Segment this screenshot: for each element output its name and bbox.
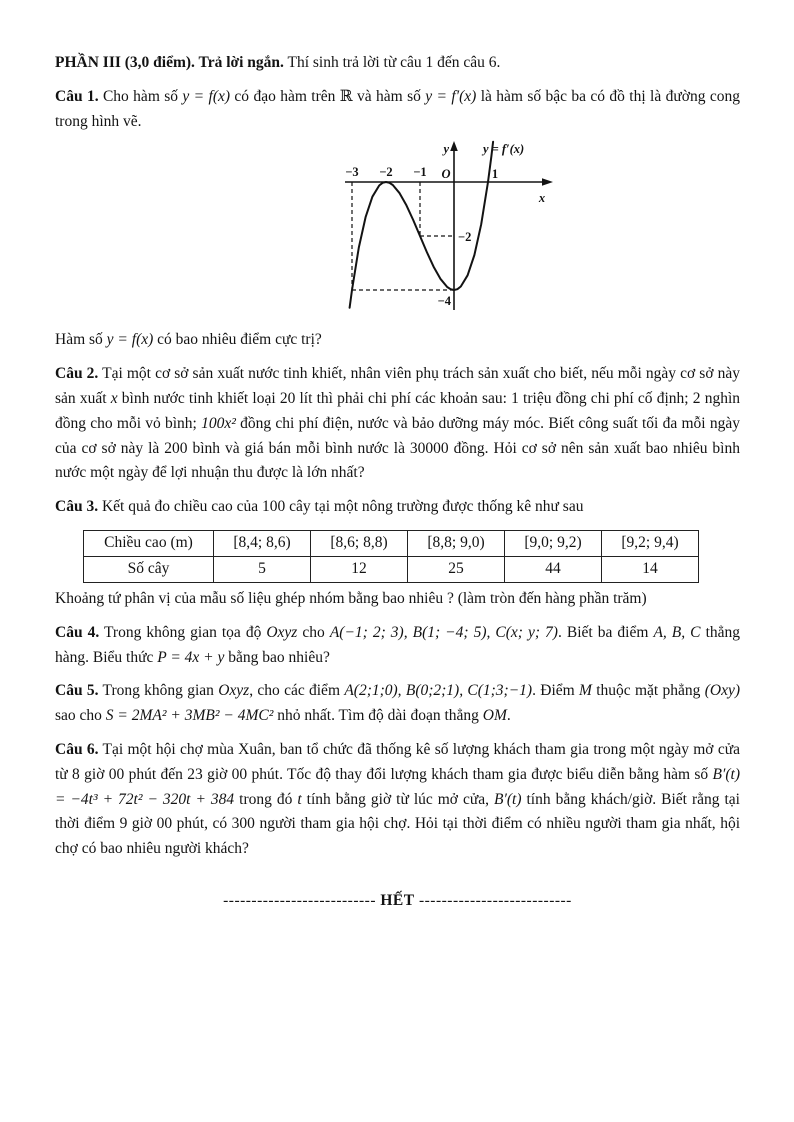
text-run: Trong không gian tọa độ	[99, 623, 267, 641]
question-4-text	[55, 624, 740, 666]
question-1-followup	[55, 328, 740, 353]
text-run: thuộc mặt phẳng	[591, 682, 705, 700]
text-run: B′(t) = −4t³ + 72t² − 320t + 384	[55, 765, 740, 808]
x-tick-neg3: −3	[345, 165, 359, 180]
question-5-label: Câu 5.	[55, 682, 99, 700]
y-tick-neg4: −4	[437, 294, 451, 309]
section-instruction: Thí sinh trả lời từ câu 1 đến câu 6.	[283, 54, 501, 71]
question-4	[55, 621, 740, 671]
text-run: bằng bao nhiêu?	[224, 648, 330, 666]
table-cell: 5	[214, 556, 311, 582]
end-dashes-left: ---------------------------	[223, 891, 376, 909]
question-6	[55, 738, 740, 862]
section-header	[55, 51, 740, 76]
text-run: (Oxy)	[704, 682, 740, 700]
table-cell: Số cây	[84, 556, 214, 582]
table-cell: 14	[602, 556, 699, 582]
text-run: A(−1; 2; 3), B(1; −4; 5), C(x; y; 7)	[329, 623, 558, 641]
table-row-intervals	[84, 530, 699, 556]
text-run: tính bằng khách/giờ. Biết rằng tại thời điểm 9 giờ 00 phút, có 300 người tham gia hội chợ. Hỏi tại thời điểm có nhiều người tham gia nhất, hội chợ có bao nhiêu người khách?	[55, 790, 740, 858]
text-run: 100x²	[201, 414, 236, 432]
x-axis-arrow	[542, 179, 553, 187]
question-5-text	[55, 682, 740, 724]
question-3	[55, 495, 740, 520]
y-axis-arrow	[450, 141, 458, 151]
text-run: tính bằng giờ từ lúc mở cửa,	[301, 790, 495, 808]
text-run: ℝ	[339, 87, 353, 105]
question-1	[55, 85, 740, 135]
section-title: PHẦN III (3,0 điểm). Trả lời ngắn.	[55, 54, 284, 71]
height-frequency-table	[83, 530, 699, 583]
origin-label: O	[441, 167, 451, 182]
text-run: M	[579, 682, 592, 700]
text-run: S = 2MA² + 3MB² − 4MC²	[105, 707, 274, 725]
text-run: thẳng hàng. Biểu thức	[55, 623, 740, 666]
text-run: y = f(x)	[106, 331, 154, 349]
question-3-note: Khoảng tứ phân vị của mẫu số liệu ghép nhóm bằng bao nhiêu ? (làm tròn đến hàng phần trăm)	[55, 589, 647, 607]
text-run: y = f(x)	[182, 87, 231, 105]
end-label: HẾT	[380, 891, 415, 909]
table-cell: [8,4; 8,6)	[214, 530, 311, 556]
text-run: Trong không gian	[98, 682, 219, 700]
question-4-label: Câu 4.	[55, 623, 100, 641]
text-run: có bao nhiêu điểm cực trị?	[153, 331, 322, 349]
text-run: Kết quả đo chiều cao của 100 cây tại một nông trường được thống kê như sau	[98, 498, 584, 516]
text-run: , cho các điểm	[249, 682, 345, 700]
text-run: . Điểm	[532, 682, 580, 700]
question-1-followup-text	[55, 331, 322, 348]
x-tick-neg2: −2	[379, 165, 393, 180]
text-run: có đạo hàm trên	[230, 87, 340, 105]
table-cell: 44	[505, 556, 602, 582]
question-1-label: Câu 1.	[55, 87, 99, 105]
text-run: Hàm số	[55, 331, 107, 349]
text-run: nhỏ nhất. Tìm độ dài đoạn thẳng	[273, 707, 483, 725]
text-run: Tại một hội chợ mùa Xuân, ban tổ chức đã thống kê số lượng khách tham gia trong một ngày mở cửa từ 8 giờ 00 phút đến 23 giờ 00 phút. Tốc độ thay đổi lượng khách tham gia được biểu diễn bằng hàm số	[55, 740, 740, 783]
text-run: và hàm số	[352, 87, 426, 105]
text-run: t	[297, 790, 302, 808]
table-cell: [9,0; 9,2)	[505, 530, 602, 556]
question-3-label: Câu 3.	[55, 498, 99, 516]
x-tick-neg1: −1	[413, 165, 427, 180]
end-marker	[55, 892, 740, 910]
text-run: là hàm số bậc ba có đồ thị là đường cong trong hình vẽ.	[55, 87, 740, 130]
question-1-text	[55, 88, 740, 130]
x-axis-label: x	[538, 191, 546, 206]
x-tick-1: 1	[491, 167, 499, 182]
text-run: A, B, C	[653, 623, 701, 641]
text-run: đồng chi phí điện, nước và bảo dưỡng máy móc. Biết công suất tối đa mỗi ngày của cơ sở này là 200 bình và giá bán mỗi bình nước là 30000 đồng. Hỏi cơ sở nên sản xuất bao nhiêu bình nước một ngày để lợi nhuận thu được là lớn nhất?	[55, 414, 740, 482]
text-run: bình nước tinh khiết loại 20 lít thì phải chi phí các khoản sau: 1 triệu đồng chi phí cố định; 2 nghìn đồng cho mỗi vỏ bình;	[55, 389, 740, 432]
text-run: . Biết ba điểm	[557, 623, 654, 641]
table-cell: 25	[408, 556, 505, 582]
question-3-text	[98, 498, 583, 515]
table-row-counts	[84, 556, 699, 582]
question-2	[55, 362, 740, 486]
text-run: trong đó	[234, 790, 298, 808]
text-run: y = f′(x)	[425, 87, 477, 105]
text-run: cho	[297, 623, 330, 641]
text-run: .	[506, 707, 511, 725]
text-run: P = 4x + y	[157, 648, 225, 666]
curve-label: y = f′(x)	[483, 142, 525, 157]
y-tick-neg2: −2	[458, 230, 472, 245]
question-2-label: Câu 2.	[55, 365, 99, 383]
text-run: x	[110, 389, 118, 407]
y-axis-label: y	[443, 142, 449, 157]
end-dashes-right: ---------------------------	[418, 891, 572, 909]
text-run: OM	[482, 707, 507, 725]
question-5	[55, 679, 740, 729]
text-run: sao cho	[55, 707, 106, 725]
table-cell: [8,8; 9,0)	[408, 530, 505, 556]
question-6-text	[55, 741, 740, 857]
question-2-text	[55, 365, 740, 481]
graph-svg	[343, 138, 575, 314]
text-run: A(2;1;0), B(0;2;1), C(1;3;−1)	[344, 682, 533, 700]
table-cell: [9,2; 9,4)	[602, 530, 699, 556]
table-cell: [8,6; 8,8)	[311, 530, 408, 556]
text-run: Tại một cơ sở sản xuất nước tinh khiết, nhân viên phụ trách sản xuất cho biết, nếu mỗi ngày cơ sở này sản xuất	[55, 365, 740, 407]
text-run: Oxyz	[218, 682, 250, 700]
text-run: B′(t)	[494, 790, 522, 808]
text-run: Oxyz	[266, 623, 298, 641]
derivative-graph-figure	[343, 138, 575, 319]
question-6-label: Câu 6.	[55, 740, 99, 758]
table-cell: Chiều cao (m)	[84, 530, 214, 556]
table-cell: 12	[311, 556, 408, 582]
text-run: Cho hàm số	[98, 87, 183, 105]
